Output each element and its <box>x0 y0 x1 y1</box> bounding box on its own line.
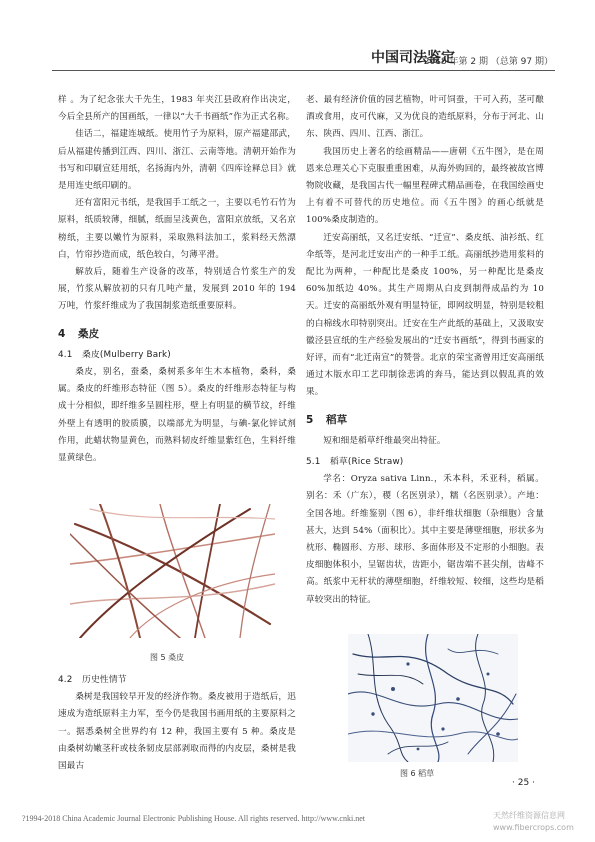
page-number: · 25 · <box>512 778 535 788</box>
paragraph: 我国历史上著名的绘画精品——唐朝《五牛图》，是在周恩来总理关心下克服重重困难，从海外购回的，最终被故宫博物院收藏，是我国古代一幅里程碑式精品画卷，在我国绘画史上有着不可替代的历史地位。而《五牛图》的画心纸就是 100%桑皮制造的。 <box>306 146 544 226</box>
subsection-title: 桑皮(Mulberry Bark) <box>82 349 171 360</box>
section-title: 桑皮 <box>78 327 100 340</box>
figure-6-caption: 图 6 稻草 <box>400 769 435 778</box>
subsection-title: 历史性情节 <box>82 675 127 685</box>
left-column-bottom <box>58 672 296 775</box>
subsection-number: 5.1 <box>306 457 321 468</box>
figure-5-caption: 图 5 桑皮 <box>150 653 185 662</box>
subsection-heading-4-2 <box>58 672 296 689</box>
paragraph: 样 。为了纪念张大千先生，1983 年夹江县政府作出决定，今后全县所产的国画纸，一律以“大千书画纸”作为正式名称。 <box>58 95 296 123</box>
subsection-heading-5-1 <box>306 454 544 471</box>
paragraph: 短和细是稻草纤维最突出特征。 <box>323 435 446 446</box>
section-number: 5 <box>306 413 314 426</box>
journal-title: 中国司法鉴定 <box>371 50 455 66</box>
left-column <box>58 92 296 467</box>
watermark-line: www.fibercrops.com <box>493 823 574 832</box>
section-heading-5 <box>306 412 544 429</box>
right-column <box>306 92 544 609</box>
paragraph: 学名：Oryza sativa Linn.，禾本科，禾亚科，稻属。别名：禾（广东），稷（名医别录），糯（名医别录）。产地：全国各地。纤维鉴别（图 6），非纤维状细胞（杂细胞）含量甚大，达到 54%（面积比）。其中主要是薄壁细胞，形状多为枕形、椭圆形、方形、球形、多面体形及不定形的小细胞。表皮细胞体积小，呈锯齿状，齿距小，锯齿端不甚尖削，齿峰不高。纸浆中无杆状的薄壁细胞，纤维较短、较细，这些均是稻草较突出的特征。 <box>306 474 544 605</box>
issue-info: 2018 年第 2 期 （总第 97 期） <box>423 57 553 67</box>
section-title: 稻草 <box>326 413 348 426</box>
subsection-number: 4.2 <box>58 675 73 685</box>
subsection-title: 稻草(Rice Straw) <box>330 457 404 468</box>
paragraph: 还有富阳元书纸，是我国手工纸之一，主要以毛竹石竹为原料，纸质较薄，细腻，纸面呈浅黄色，富阳京放纸，又名京榜纸，主要以嫩竹为原料，采取熟料法加工，浆料经天然漂白，竹帘抄造而成，纸色较白，匀薄平滑。 <box>58 198 296 260</box>
figure-5-mulberry-fibers <box>70 504 275 638</box>
paragraph: 桑树是我国较早开发的经济作物。桑皮被用于造纸后，迅速成为造纸原料主力军，至今仍是我国书画用纸的主要原料之一。据悉桑树全世界约有 12 种，我国主要有 5 种。桑皮是由桑树幼嫩茎秆或枝条韧皮层部剥取而得的内皮层，桑树是我国最古 <box>58 692 296 772</box>
paragraph: 老、最有经济价值的园艺植物，叶可饲蚕，干可入药，茎可酿酒或食用，皮可代麻，又为优良的造纸原料，分布于河北、山东、陕西、四川、江西、浙江。 <box>306 95 544 140</box>
header-rule <box>52 70 555 71</box>
figure-6-rice-straw-fibers <box>348 634 518 762</box>
section-heading-4 <box>58 326 296 343</box>
subsection-heading-4-1 <box>58 347 296 364</box>
paragraph: 佳话二，福建连城纸。使用竹子为原料，原产福建邵武，后从福建传播到江西、四川、浙江、云南等地。清朝开始作为书写和印刷宣廷用纸，名扬海内外，清朝《四库诠释总目》就是用连史纸印刷的。 <box>58 129 296 192</box>
copyright-footer: ?1994-2018 China Academic Journal Electronic Publishing House. All rights reserved. http://www.cnki.net <box>22 814 365 823</box>
paragraph: 解放后，随着生产设备的改革，特别适合竹浆生产的发展，竹浆从解放初的只有几吨产量，发展到 2010 年的 194 万吨，竹浆纤维成为了我国制浆造纸重要原料。 <box>58 267 296 312</box>
section-number: 4 <box>58 327 66 340</box>
subsection-number: 4.1 <box>58 349 73 360</box>
paragraph: 桑皮，别名，蚕桑，桑树系多年生木本植物，桑科，桑属。桑皮的纤维形态特征（图 5）。桑皮的纤维形态特征与构成十分相似，即纤维多呈圆柱形，壁上有明显的横节纹，纤维外壁上有透明的胶质膜，以端部尤为明显，与碘-氯化锌试剂作用，此蜡状物显黄色，而熟料韧皮纤维显紫红色，生料纤维显黄绿色。 <box>58 367 296 464</box>
watermark <box>493 810 574 834</box>
paragraph: 迁安高丽纸，又名迁安纸、“迁宣”、桑皮纸、油衫纸、红伞纸等，是河北迁安出产的一种手工纸。高丽纸抄造用浆料的配比为两种，一种配比是桑皮 100%，另一种配比是桑皮 60%加纸边 40%。其生产周期从白皮到制得成品约为 10 天。迁安的高丽纸外观有明显特征，即网纹明显，特别是较粗的白棉线水印特别突出。迁安在生产此纸的基础上，又汲取安徽泾县宣纸的生产经验发展出的“迁安书画纸”，得到书画家的好评，而有“北迁南宣”的赞誉。北京的荣宝斋曾用迁安高丽纸通过木版水印工艺印制徐悲鸿的奔马，能达到以假乱真的效果。 <box>306 232 544 398</box>
watermark-line: 天然纤维资源信息网 <box>493 811 565 820</box>
